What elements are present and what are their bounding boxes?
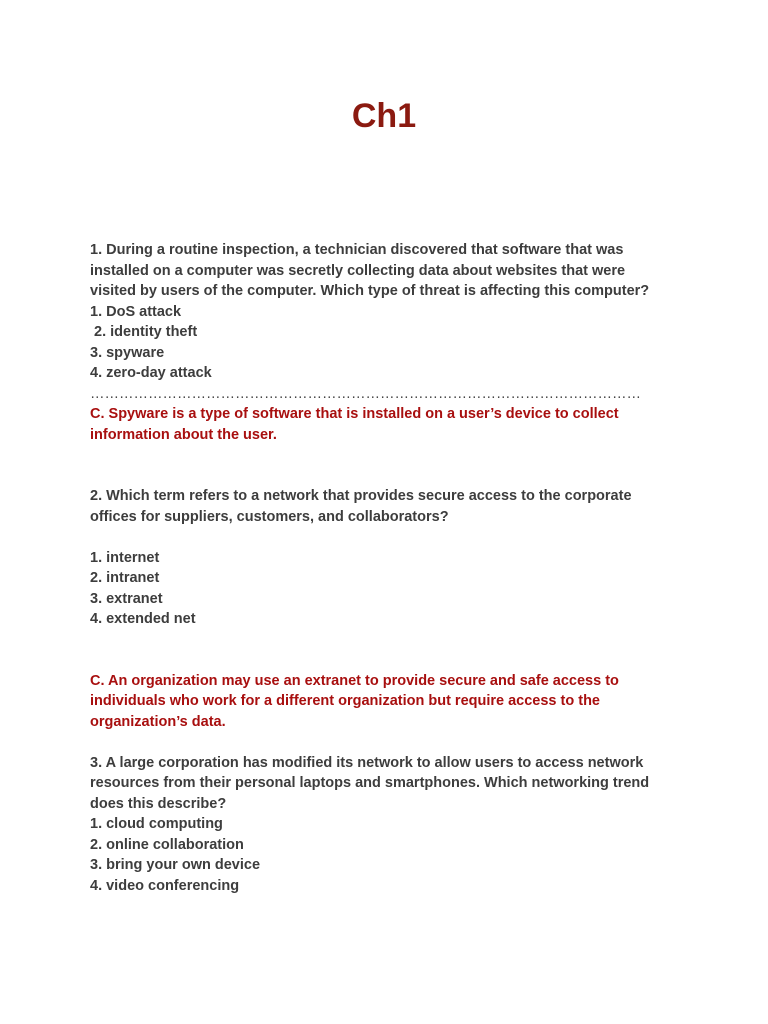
answer-line: information about the user. bbox=[90, 426, 277, 443]
question-2 bbox=[90, 486, 690, 732]
answer-line: C. An organization may use an extranet to provide secure and safe access to bbox=[90, 672, 619, 689]
question-text-line: installed on a computer was secretly collecting data about websites that were bbox=[90, 262, 626, 279]
answer-line: C. Spyware is a type of software that is installed on a user’s device to collect bbox=[90, 406, 619, 422]
question-text-line: resources from their personal laptops and smartphones. Which networking trend bbox=[90, 775, 650, 791]
answer-line: individuals who work for a different organization but require access to the bbox=[90, 693, 600, 709]
option: 4. video conferencing bbox=[90, 877, 240, 894]
question-text-line: visited by users of the computer. Which type of threat is affecting this computer? bbox=[90, 283, 650, 299]
question-1 bbox=[90, 240, 690, 445]
option: 1. cloud computing bbox=[90, 816, 223, 832]
page-title: Ch1 bbox=[351, 97, 417, 135]
question-text-line: 1. During a routine inspection, a technician discovered that software that was bbox=[90, 242, 624, 258]
option: 1. DoS attack bbox=[90, 303, 182, 320]
question-text-line: 3. A large corporation has modified its network to allow users to access network bbox=[90, 754, 644, 771]
question-text-line: offices for suppliers, customers, and collaborators? bbox=[90, 508, 449, 525]
option: 2. intranet bbox=[90, 570, 160, 586]
option: 2. identity theft bbox=[90, 324, 198, 340]
document-body bbox=[90, 240, 690, 896]
option: 1. internet bbox=[90, 549, 160, 566]
option: 2. online collaboration bbox=[90, 836, 244, 853]
question-text-line: 2. Which term refers to a network that provides secure access to the corporate bbox=[90, 488, 632, 504]
option: 4. zero-day attack bbox=[90, 365, 212, 381]
answer-line: organization’s data. bbox=[90, 713, 226, 730]
option: 3. extranet bbox=[90, 590, 163, 607]
question-text-line: does this describe? bbox=[90, 795, 227, 812]
separator-line: …………………………………………………………………………………………………… bbox=[90, 385, 641, 402]
option: 3. bring your own device bbox=[90, 857, 261, 873]
option: 3. spyware bbox=[90, 344, 165, 361]
question-3 bbox=[90, 753, 690, 897]
option: 4. extended net bbox=[90, 611, 196, 627]
